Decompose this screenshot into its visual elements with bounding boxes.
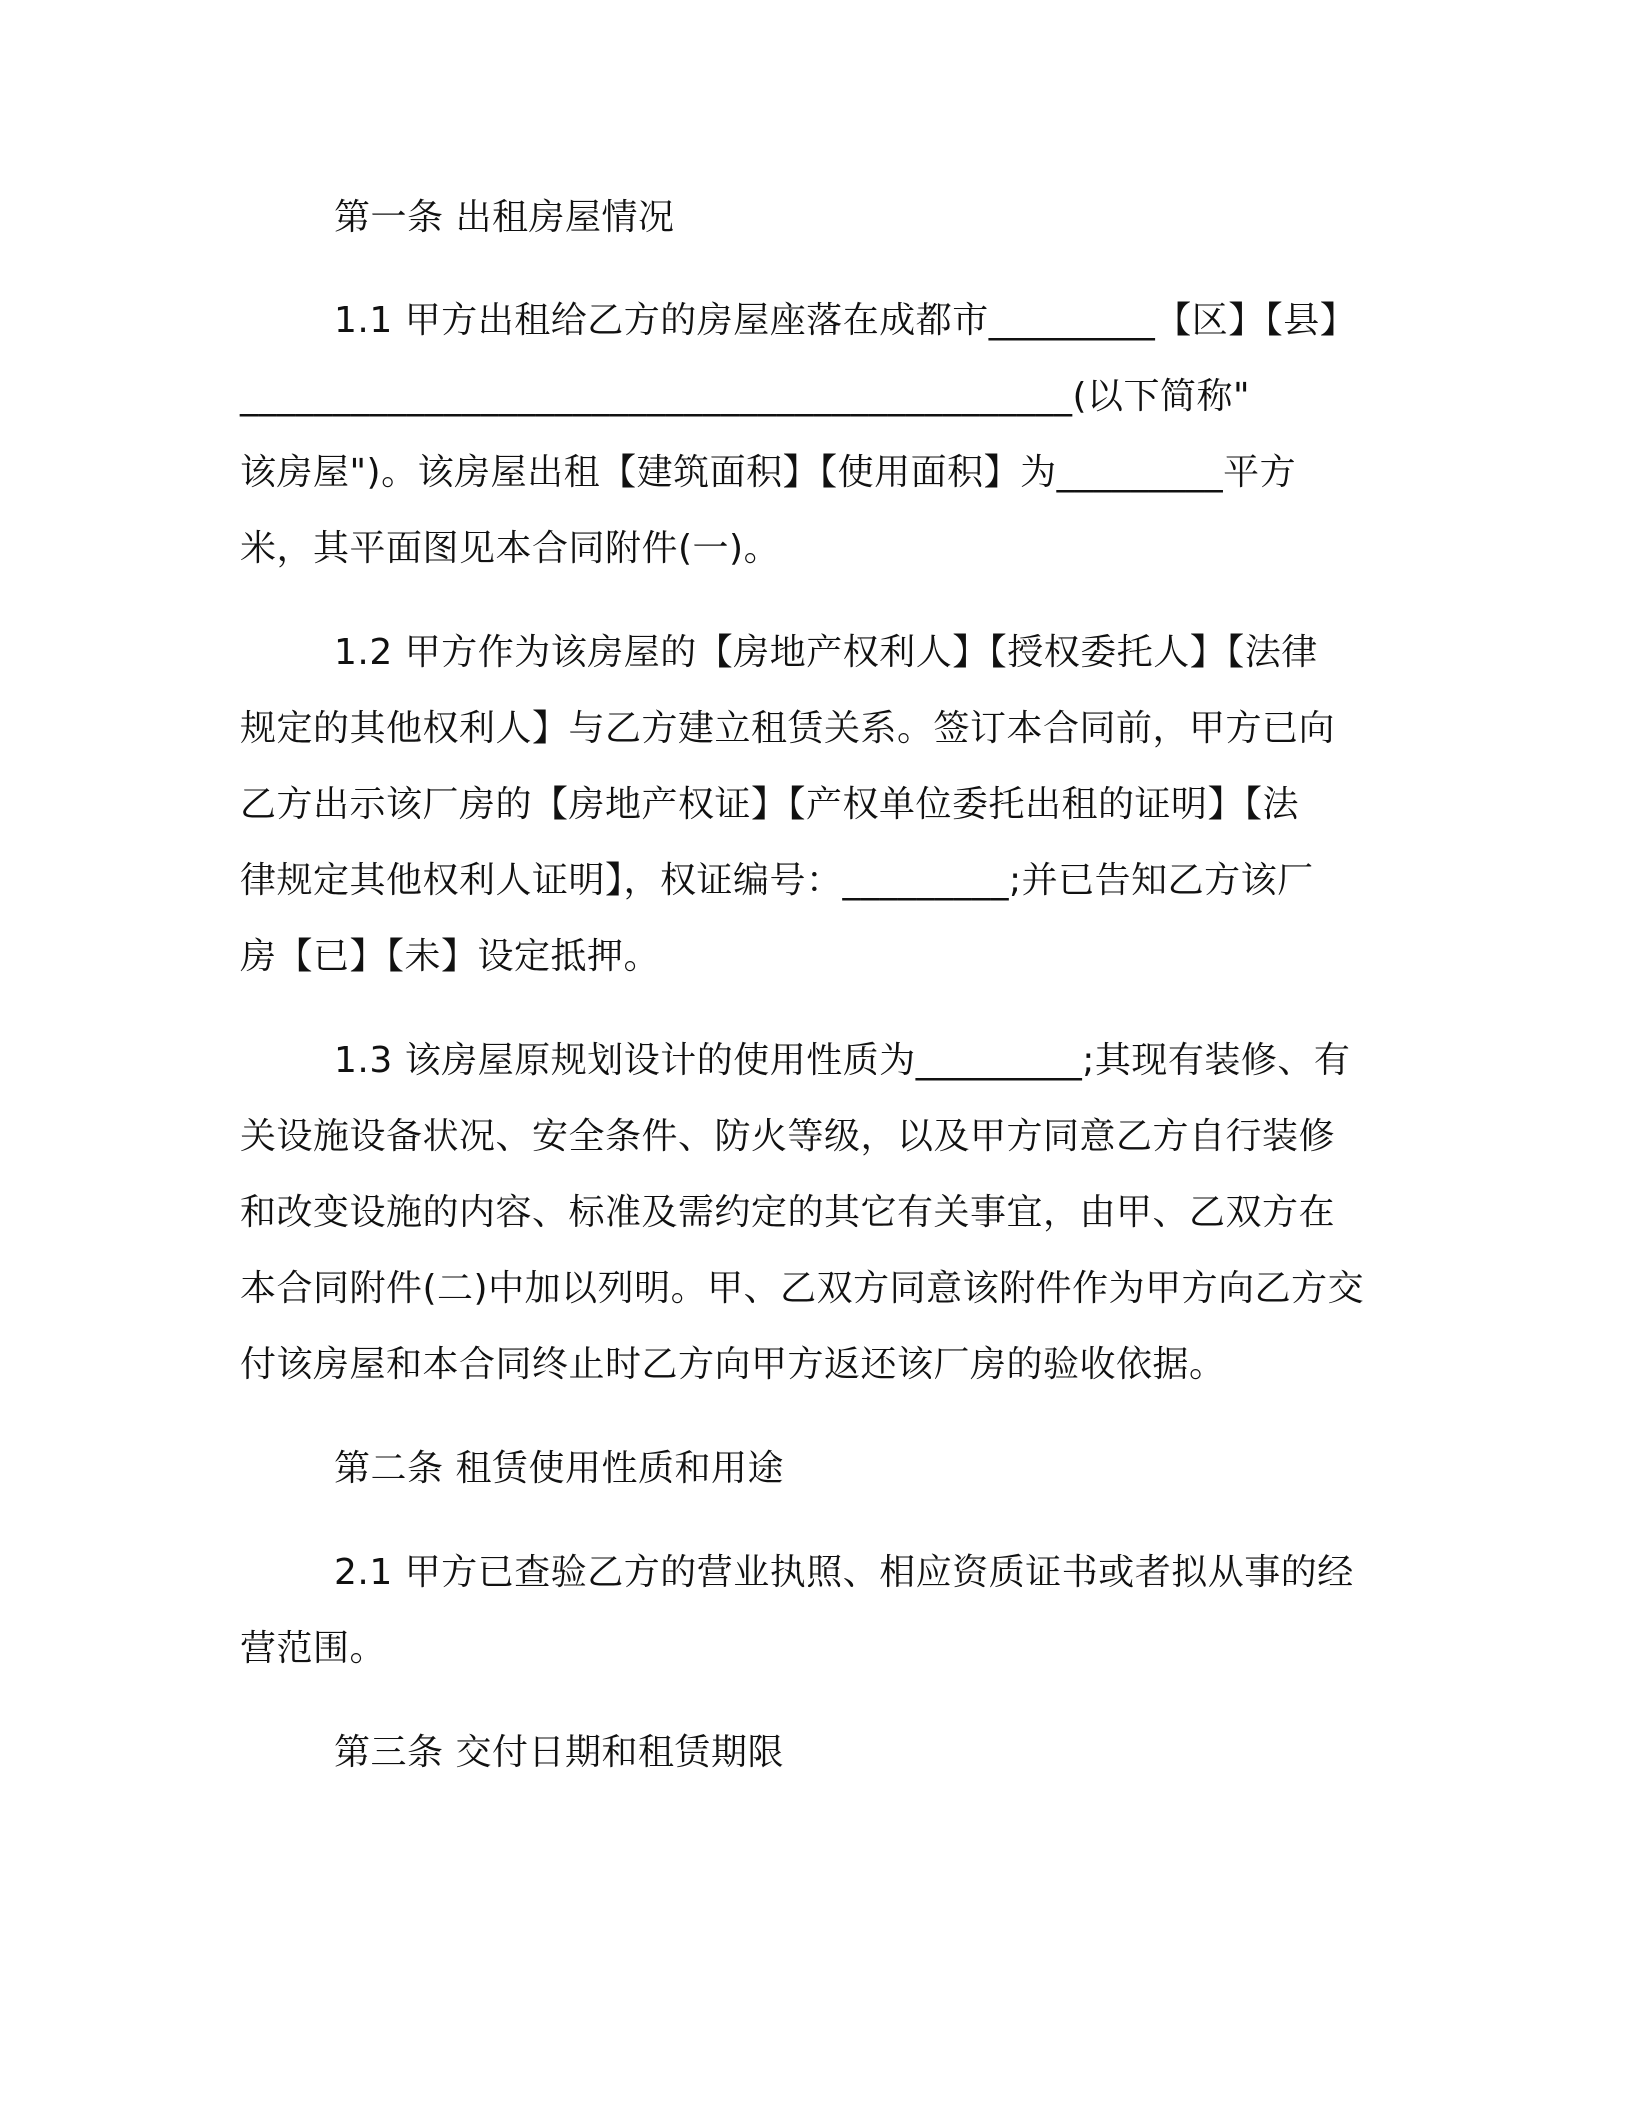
clause-1-1-line-2: _____________________________________________(以下简称" [240,376,1251,417]
clause-2-1-line-2: 营范围。 [240,1628,387,1669]
clause-1-3-line-4: 本合同附件(二)中加以列明。甲、乙双方同意该附件作为甲方向乙方交 [240,1268,1365,1309]
clause-1-2-line-2: 规定的其他权利人】与乙方建立租赁关系。签订本合同前，甲方已向 [240,708,1336,749]
clause-1-1-line-1: 1.1 甲方出租给乙方的房屋座落在成都市_________【区】【县】 [334,300,1357,341]
clause-1-3-line-3: 和改变设施的内容、标准及需约定的其它有关事宜，由甲、乙双方在 [240,1192,1336,1233]
clause-1-1-line-3: 该房屋")。该房屋出租【建筑面积】【使用面积】为_________平方 [240,452,1297,493]
clause-1-3-line-5: 付该房屋和本合同终止时乙方向甲方返还该厂房的验收依据。 [240,1344,1226,1385]
clause-1-3-line-2: 关设施设备状况、安全条件、防火等级，以及甲方同意乙方自行装修 [240,1116,1336,1157]
clause-1-2-line-1: 1.2 甲方作为该房屋的【房地产权利人】【授权委托人】【法律 [334,632,1318,673]
clause-1-2-line-3: 乙方出示该厂房的【房地产权证】【产权单位委托出租的证明】【法 [240,784,1300,825]
article-2-heading: 第二条 租赁使用性质和用途 [334,1448,784,1489]
clause-1-1-line-4: 米，其平面图见本合同附件(一)。 [240,528,781,569]
clause-2-1-line-1: 2.1 甲方已查验乙方的营业执照、相应资质证书或者拟从事的经 [334,1552,1354,1593]
clause-1-2-line-5: 房【已】【未】设定抵押。 [240,936,661,977]
clause-1-2-line-4: 律规定其他权利人证明】，权证编号：_________;并已告知乙方该厂 [240,860,1314,901]
article-1-heading: 第一条 出租房屋情况 [334,197,675,238]
article-3-heading: 第三条 交付日期和租赁期限 [334,1732,784,1773]
clause-1-3-line-1: 1.3 该房屋原规划设计的使用性质为_________;其现有装修、有 [334,1040,1351,1081]
